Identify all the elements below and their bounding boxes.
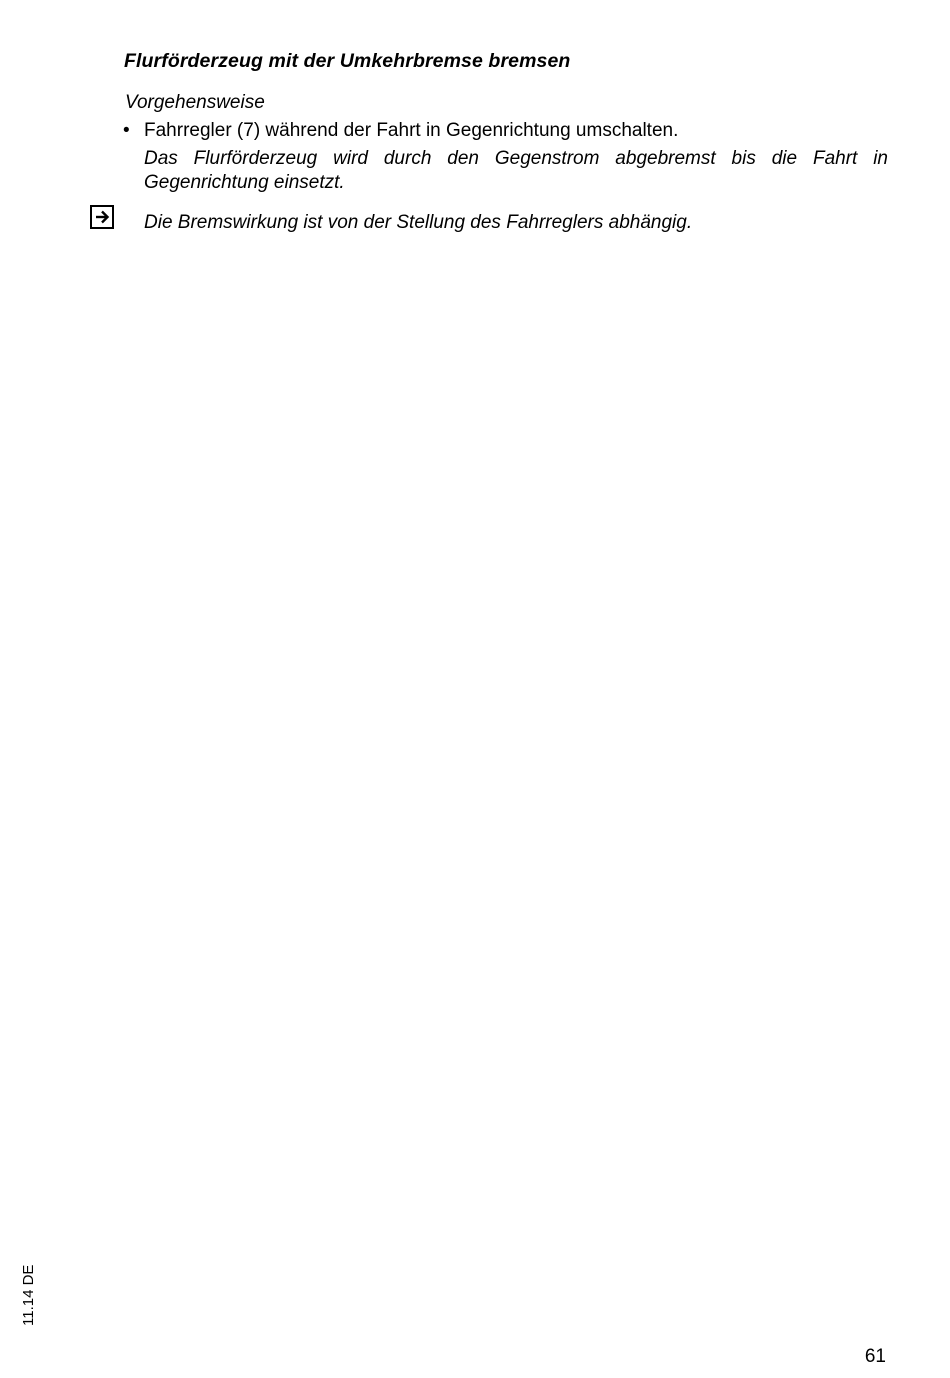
section-heading: Flurförderzeug mit der Umkehrbremse bremsen [124, 50, 571, 72]
procedure-step: Fahrregler (7) während der Fahrt in Gegenrichtung umschalten. [144, 120, 679, 141]
step-result: Das Flurförderzeug wird durch den Gegenstrom abgebremst bis die Fahrt in Gegenrichtung einsetzt. [144, 148, 888, 193]
arrow-right-icon [90, 205, 114, 229]
document-code: 11.14 DE [20, 1264, 37, 1326]
bullet-point: • [123, 120, 130, 141]
note-text: Die Bremswirkung ist von der Stellung des Fahrreglers abhängig. [144, 212, 693, 233]
page-number: 61 [864, 1346, 886, 1367]
procedure-label: Vorgehensweise [125, 92, 265, 113]
